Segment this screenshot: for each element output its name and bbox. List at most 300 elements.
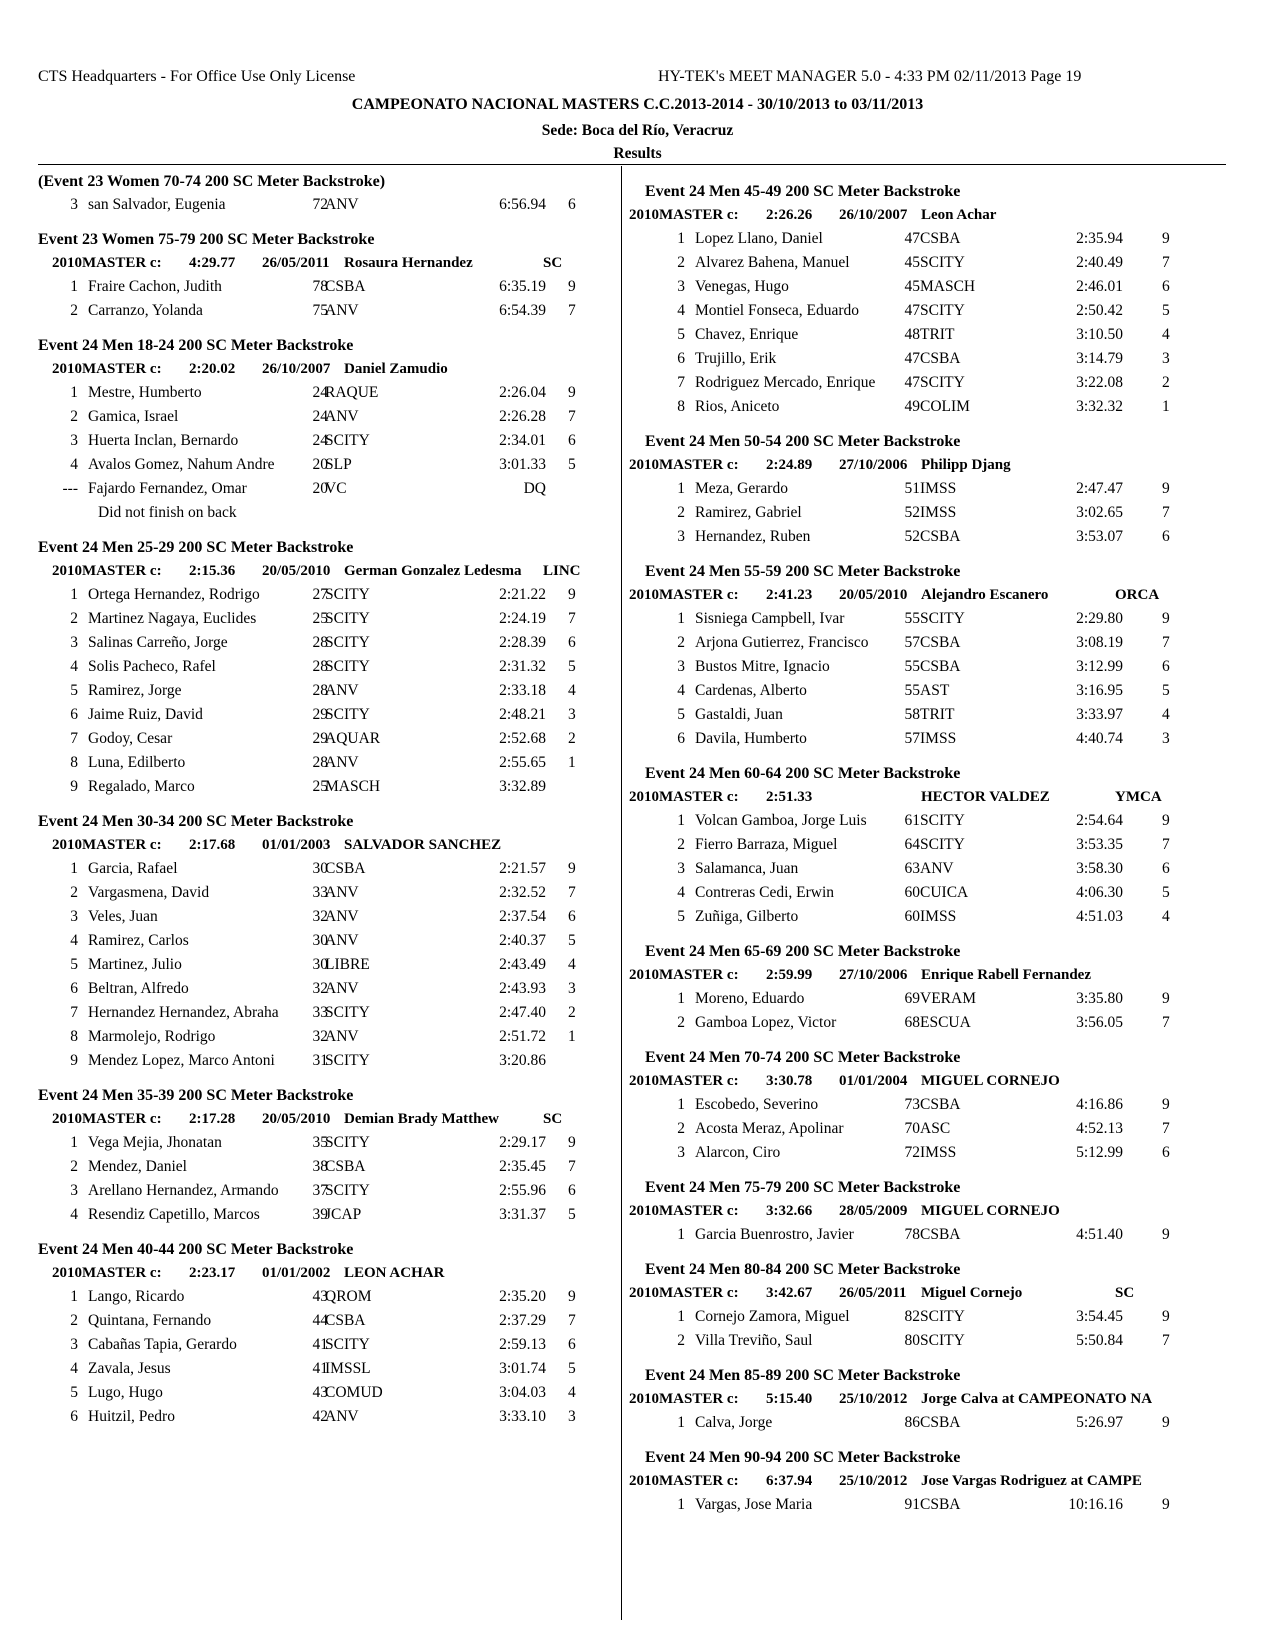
swimmer-name: Lugo, Hugo xyxy=(88,1384,163,1401)
points: 9 xyxy=(568,860,576,877)
swimmer-name: Arellano Hernandez, Armando xyxy=(88,1182,279,1199)
results-heading: Results xyxy=(613,145,662,162)
team: VERAM xyxy=(920,990,976,1007)
team: CSBA xyxy=(920,1496,961,1513)
event-block xyxy=(629,940,1225,1035)
team: ANV xyxy=(325,932,359,949)
finals-time: 2:55.65 xyxy=(499,754,546,771)
record-holder: MIGUEL CORNEJO xyxy=(921,1073,1060,1089)
result-row xyxy=(645,1305,1225,1329)
result-row xyxy=(38,275,618,299)
place: 4 xyxy=(677,884,685,901)
finals-time: 2:37.54 xyxy=(499,908,546,925)
team: SCITY xyxy=(920,1332,965,1349)
event-title: Event 24 Men 75-79 200 SC Meter Backstroke xyxy=(645,1179,961,1196)
record-time: 2:24.89 xyxy=(766,457,813,473)
result-row xyxy=(38,1049,618,1073)
age: 60 xyxy=(904,884,920,901)
team: AST xyxy=(920,682,950,699)
age: 45 xyxy=(904,278,920,295)
points: 7 xyxy=(1162,1120,1170,1137)
record-date: 01/01/2003 xyxy=(262,837,331,853)
result-row xyxy=(38,727,618,751)
place: 4 xyxy=(70,1206,78,1223)
result-row xyxy=(38,1333,618,1357)
record-holder: Leon Achar xyxy=(921,207,997,223)
event-title: Event 24 Men 50-54 200 SC Meter Backstroke xyxy=(645,433,961,450)
age: 69 xyxy=(904,990,920,1007)
place: 3 xyxy=(70,634,78,651)
age: 91 xyxy=(904,1496,920,1513)
team: CSBA xyxy=(920,658,961,675)
event-title: Event 24 Men 80-84 200 SC Meter Backstroke xyxy=(645,1261,961,1278)
team: ANV xyxy=(325,1028,359,1045)
team: RAQUE xyxy=(325,384,379,401)
age: 27 xyxy=(312,586,328,603)
place: 4 xyxy=(677,682,685,699)
points: 7 xyxy=(1162,254,1170,271)
result-row xyxy=(645,905,1225,929)
swimmer-name: Vargas, Jose Maria xyxy=(695,1496,813,1513)
record-holder: German Gonzalez Ledesma xyxy=(344,563,522,579)
event-block xyxy=(629,1446,1225,1517)
finals-time: 2:54.64 xyxy=(1076,812,1123,829)
swimmer-name: Gamica, Israel xyxy=(88,408,179,425)
points: 2 xyxy=(1162,374,1170,391)
result-row xyxy=(38,1025,618,1049)
finals-time: 2:24.19 xyxy=(499,610,546,627)
swimmer-name: Trujillo, Erik xyxy=(695,350,777,367)
points: 9 xyxy=(1162,1226,1170,1243)
finals-time: 3:32.32 xyxy=(1076,398,1123,415)
result-row xyxy=(38,857,618,881)
place: 1 xyxy=(70,384,78,401)
points: 6 xyxy=(1162,1144,1170,1161)
age: 28 xyxy=(312,682,328,699)
finals-time: 2:26.04 xyxy=(499,384,546,401)
age: 30 xyxy=(312,932,328,949)
team: JCAP xyxy=(325,1206,362,1223)
finals-time: 4:16.86 xyxy=(1076,1096,1123,1113)
record-label: 2010MASTER c: xyxy=(52,563,162,579)
swimmer-name: Lopez Llano, Daniel xyxy=(695,230,823,247)
record-time: 2:23.17 xyxy=(189,1265,236,1281)
place: 8 xyxy=(70,1028,78,1045)
place: 7 xyxy=(70,1004,78,1021)
age: 28 xyxy=(312,658,328,675)
event-block xyxy=(629,180,1225,419)
swimmer-name: Beltran, Alfredo xyxy=(88,980,189,997)
team: SCITY xyxy=(325,432,370,449)
age: 24 xyxy=(312,384,328,401)
team: SCITY xyxy=(920,812,965,829)
points: 5 xyxy=(568,932,576,949)
record-line xyxy=(629,963,1225,987)
swimmer-name: Hernandez, Ruben xyxy=(695,528,811,545)
result-row xyxy=(645,525,1225,549)
record-team: SC xyxy=(1115,1285,1135,1301)
place: 5 xyxy=(677,908,685,925)
points: 5 xyxy=(568,1360,576,1377)
points: 9 xyxy=(568,278,576,295)
team: CSBA xyxy=(325,278,366,295)
record-line xyxy=(629,1281,1225,1305)
team: SCITY xyxy=(325,1336,370,1353)
points: 5 xyxy=(1162,682,1170,699)
dq-note: Did not finish on back xyxy=(98,504,237,521)
record-holder: Rosaura Hernandez xyxy=(344,255,473,271)
points: 5 xyxy=(568,658,576,675)
swimmer-name: Huerta Inclan, Bernardo xyxy=(88,432,239,449)
points: 1 xyxy=(1162,398,1170,415)
place: 5 xyxy=(677,326,685,343)
event-block xyxy=(629,430,1225,549)
record-label: 2010MASTER c: xyxy=(629,1391,739,1407)
result-row xyxy=(645,371,1225,395)
points: 1 xyxy=(568,1028,576,1045)
record-holder: SALVADOR SANCHEZ xyxy=(344,837,502,853)
swimmer-name: Fierro Barraza, Miguel xyxy=(695,836,838,853)
result-row xyxy=(645,1093,1225,1117)
record-time: 6:37.94 xyxy=(766,1473,813,1489)
swimmer-name: Escobedo, Severino xyxy=(695,1096,819,1113)
finals-time: 3:01.74 xyxy=(499,1360,546,1377)
points: 4 xyxy=(1162,326,1170,343)
points: 2 xyxy=(568,1004,576,1021)
result-row xyxy=(645,809,1225,833)
points: 7 xyxy=(1162,634,1170,651)
swimmer-name: san Salvador, Eugenia xyxy=(88,196,226,213)
team: SCITY xyxy=(325,1134,370,1151)
place: 3 xyxy=(70,432,78,449)
points: 7 xyxy=(1162,1014,1170,1031)
team: TRIT xyxy=(920,706,955,723)
result-row xyxy=(38,881,618,905)
place: 2 xyxy=(677,836,685,853)
age: 70 xyxy=(904,1120,920,1137)
finals-time: 3:54.45 xyxy=(1076,1308,1123,1325)
age: 39 xyxy=(312,1206,328,1223)
age: 52 xyxy=(904,528,920,545)
result-row xyxy=(645,881,1225,905)
event-title: Event 24 Men 65-69 200 SC Meter Backstroke xyxy=(645,943,961,960)
record-team: ORCA xyxy=(1115,587,1160,603)
team: CSBA xyxy=(920,230,961,247)
team: CSBA xyxy=(920,1226,961,1243)
swimmer-name: Bustos Mitre, Ignacio xyxy=(695,658,830,675)
record-line xyxy=(629,1199,1225,1223)
swimmer-name: Carranzo, Yolanda xyxy=(88,302,203,319)
place: 1 xyxy=(70,1288,78,1305)
points: 4 xyxy=(1162,908,1170,925)
result-row xyxy=(645,1011,1225,1035)
result-row xyxy=(38,477,618,501)
finals-time: 2:59.13 xyxy=(499,1336,546,1353)
finals-time: 3:53.35 xyxy=(1076,836,1123,853)
swimmer-name: Ramirez, Jorge xyxy=(88,682,182,699)
left-column xyxy=(38,170,618,1440)
result-row xyxy=(38,1203,618,1227)
event-block xyxy=(38,1238,618,1429)
age: 47 xyxy=(904,350,920,367)
place: 1 xyxy=(677,1308,685,1325)
place: 3 xyxy=(70,1336,78,1353)
event-title: Event 24 Men 70-74 200 SC Meter Backstroke xyxy=(645,1049,961,1066)
place: 3 xyxy=(677,860,685,877)
age: 30 xyxy=(312,860,328,877)
team: SCITY xyxy=(920,374,965,391)
age: 32 xyxy=(312,908,328,925)
swimmer-name: Gastaldi, Juan xyxy=(695,706,783,723)
team: CUICA xyxy=(920,884,969,901)
result-row xyxy=(645,477,1225,501)
finals-time: 3:31.37 xyxy=(499,1206,546,1223)
swimmer-name: Lango, Ricardo xyxy=(88,1288,185,1305)
age: 55 xyxy=(904,610,920,627)
age: 60 xyxy=(904,908,920,925)
swimmer-name: Alvarez Bahena, Manuel xyxy=(695,254,850,271)
finals-time: 3:01.33 xyxy=(499,456,546,473)
event-title: Event 24 Men 90-94 200 SC Meter Backstroke xyxy=(645,1449,961,1466)
swimmer-name: Moreno, Eduardo xyxy=(695,990,805,1007)
record-line xyxy=(38,1261,618,1285)
finals-time: 3:20.86 xyxy=(499,1052,546,1069)
age: 45 xyxy=(904,254,920,271)
place: 7 xyxy=(677,374,685,391)
event-title: Event 24 Men 45-49 200 SC Meter Backstroke xyxy=(645,183,961,200)
points: 6 xyxy=(1162,860,1170,877)
points: 3 xyxy=(568,706,576,723)
finals-time: 2:47.47 xyxy=(1076,480,1123,497)
points: 6 xyxy=(568,908,576,925)
place: 1 xyxy=(677,1096,685,1113)
record-line xyxy=(38,559,618,583)
record-time: 2:59.99 xyxy=(766,967,813,983)
record-time: 2:17.28 xyxy=(189,1111,236,1127)
record-time: 5:15.40 xyxy=(766,1391,813,1407)
record-line xyxy=(629,1069,1225,1093)
age: 57 xyxy=(904,634,920,651)
finals-time: 2:52.68 xyxy=(499,730,546,747)
swimmer-name: Gamboa Lopez, Victor xyxy=(695,1014,837,1031)
finals-time: 2:43.49 xyxy=(499,956,546,973)
points: 6 xyxy=(568,1336,576,1353)
finals-time: 4:51.03 xyxy=(1076,908,1123,925)
result-row xyxy=(38,1155,618,1179)
license-text: CTS Headquarters - For Office Use Only License xyxy=(38,68,356,85)
record-holder: Jose Vargas Rodriguez at CAMPE xyxy=(921,1473,1142,1489)
age: 28 xyxy=(312,754,328,771)
event-title: Event 24 Men 55-59 200 SC Meter Backstroke xyxy=(645,563,961,580)
record-label: 2010MASTER c: xyxy=(52,837,162,853)
team: TRIT xyxy=(920,326,955,343)
points: 9 xyxy=(1162,1308,1170,1325)
event-block xyxy=(629,1046,1225,1165)
swimmer-name: Luna, Edilberto xyxy=(88,754,186,771)
record-label: 2010MASTER c: xyxy=(52,255,162,271)
event-block xyxy=(38,334,618,525)
finals-time: 2:40.49 xyxy=(1076,254,1123,271)
result-row xyxy=(38,193,618,217)
age: 49 xyxy=(904,398,920,415)
team: SCITY xyxy=(325,706,370,723)
swimmer-name: Villa Treviño, Saul xyxy=(695,1332,813,1349)
record-holder: Enrique Rabell Fernandez xyxy=(921,967,1092,983)
team: IMSSL xyxy=(325,1360,371,1377)
record-time: 2:26.26 xyxy=(766,207,813,223)
record-label: 2010MASTER c: xyxy=(52,1265,162,1281)
team: IMSS xyxy=(920,504,957,521)
finals-time: 10:16.16 xyxy=(1068,1496,1123,1513)
points: 9 xyxy=(568,586,576,603)
place: 1 xyxy=(677,1414,685,1431)
age: 24 xyxy=(312,408,328,425)
place: 9 xyxy=(70,1052,78,1069)
swimmer-name: Vargasmena, David xyxy=(88,884,210,901)
age: 63 xyxy=(904,860,920,877)
points: 4 xyxy=(568,956,576,973)
age: 58 xyxy=(904,706,920,723)
finals-time: 3:14.79 xyxy=(1076,350,1123,367)
result-row xyxy=(38,977,618,1001)
result-row xyxy=(38,607,618,631)
place: 1 xyxy=(677,610,685,627)
swimmer-name: Marmolejo, Rodrigo xyxy=(88,1028,216,1045)
record-date: 20/05/2010 xyxy=(262,563,331,579)
record-line xyxy=(629,583,1225,607)
age: 35 xyxy=(312,1134,328,1151)
finals-time: 4:40.74 xyxy=(1076,730,1123,747)
team: SCITY xyxy=(325,610,370,627)
team: MASCH xyxy=(325,778,381,795)
place: 2 xyxy=(677,1014,685,1031)
finals-time: 3:33.97 xyxy=(1076,706,1123,723)
record-holder: Alejandro Escanero xyxy=(921,587,1049,603)
points: 9 xyxy=(1162,990,1170,1007)
record-label: 2010MASTER c: xyxy=(52,361,162,377)
swimmer-name: Quintana, Fernando xyxy=(88,1312,212,1329)
age: 47 xyxy=(904,230,920,247)
place: 6 xyxy=(677,730,685,747)
result-row xyxy=(38,1285,618,1309)
swimmer-name: Regalado, Marco xyxy=(88,778,195,795)
age: 73 xyxy=(904,1096,920,1113)
event-block xyxy=(629,1364,1225,1435)
age: 44 xyxy=(312,1312,328,1329)
finals-time: 2:21.22 xyxy=(499,586,546,603)
team: ANV xyxy=(920,860,954,877)
points: 3 xyxy=(568,1408,576,1425)
place: 9 xyxy=(70,778,78,795)
points: 9 xyxy=(568,384,576,401)
record-label: 2010MASTER c: xyxy=(629,207,739,223)
result-row xyxy=(645,703,1225,727)
finals-time: 2:51.72 xyxy=(499,1028,546,1045)
swimmer-name: Godoy, Cesar xyxy=(88,730,173,747)
record-date: 27/10/2006 xyxy=(839,967,908,983)
finals-time: 2:29.80 xyxy=(1076,610,1123,627)
record-date: 01/01/2002 xyxy=(262,1265,331,1281)
age: 55 xyxy=(904,682,920,699)
points: 5 xyxy=(1162,302,1170,319)
age: 41 xyxy=(312,1360,328,1377)
swimmer-name: Zuñiga, Gilberto xyxy=(695,908,799,925)
meet-title: CAMPEONATO NACIONAL MASTERS C.C.2013-2014 - 30/10/2013 to 03/11/2013 xyxy=(351,96,924,113)
team: SCITY xyxy=(325,1182,370,1199)
swimmer-name: Ramirez, Gabriel xyxy=(695,504,802,521)
place: 2 xyxy=(70,408,78,425)
finals-time: 5:50.84 xyxy=(1076,1332,1123,1349)
team: SCITY xyxy=(920,610,965,627)
record-holder: Miguel Cornejo xyxy=(921,1285,1023,1301)
team: ANV xyxy=(325,1408,359,1425)
record-team: LINC xyxy=(543,563,581,579)
swimmer-name: Vega Mejia, Jhonatan xyxy=(88,1134,222,1151)
team: ANV xyxy=(325,196,359,213)
record-time: 3:30.78 xyxy=(766,1073,813,1089)
place: 6 xyxy=(677,350,685,367)
record-holder: Philipp Djang xyxy=(921,457,1011,473)
points: 5 xyxy=(568,1206,576,1223)
swimmer-name: Davila, Humberto xyxy=(695,730,807,747)
event-block xyxy=(629,1176,1225,1247)
points: 7 xyxy=(568,408,576,425)
finals-time: 2:21.57 xyxy=(499,860,546,877)
result-row xyxy=(38,1001,618,1025)
finals-time: 6:35.19 xyxy=(499,278,546,295)
team: ESCUA xyxy=(920,1014,971,1031)
result-row xyxy=(645,501,1225,525)
age: 55 xyxy=(904,658,920,675)
finals-time: 3:04.03 xyxy=(499,1384,546,1401)
result-row xyxy=(645,1493,1225,1517)
place: 5 xyxy=(70,1384,78,1401)
points: 4 xyxy=(1162,706,1170,723)
age: 24 xyxy=(312,432,328,449)
place: 6 xyxy=(70,980,78,997)
team: CSBA xyxy=(325,1312,366,1329)
record-date: 26/05/2011 xyxy=(839,1285,907,1301)
age: 25 xyxy=(312,778,328,795)
age: 29 xyxy=(312,730,328,747)
place: 3 xyxy=(677,278,685,295)
finals-time: 3:02.65 xyxy=(1076,504,1123,521)
event-block xyxy=(629,762,1225,929)
finals-time: 2:34.01 xyxy=(499,432,546,449)
points: 6 xyxy=(568,196,576,213)
age: 43 xyxy=(312,1384,328,1401)
finals-time: 2:33.18 xyxy=(499,682,546,699)
record-line xyxy=(629,1469,1225,1493)
place: 2 xyxy=(677,254,685,271)
event-title: Event 24 Men 18-24 200 SC Meter Backstroke xyxy=(38,337,354,354)
team: IMSS xyxy=(920,730,957,747)
finals-time: 2:43.93 xyxy=(499,980,546,997)
place: 1 xyxy=(677,1226,685,1243)
swimmer-name: Garcia Buenrostro, Javier xyxy=(695,1226,854,1243)
result-row xyxy=(38,679,618,703)
place: 2 xyxy=(677,1332,685,1349)
team: SCITY xyxy=(325,634,370,651)
record-time: 2:17.68 xyxy=(189,837,236,853)
result-row xyxy=(38,299,618,323)
team: VC xyxy=(325,480,347,497)
points: 6 xyxy=(1162,658,1170,675)
points: 1 xyxy=(568,754,576,771)
place: 3 xyxy=(677,1144,685,1161)
team: AQUAR xyxy=(325,730,381,747)
place: 1 xyxy=(677,812,685,829)
